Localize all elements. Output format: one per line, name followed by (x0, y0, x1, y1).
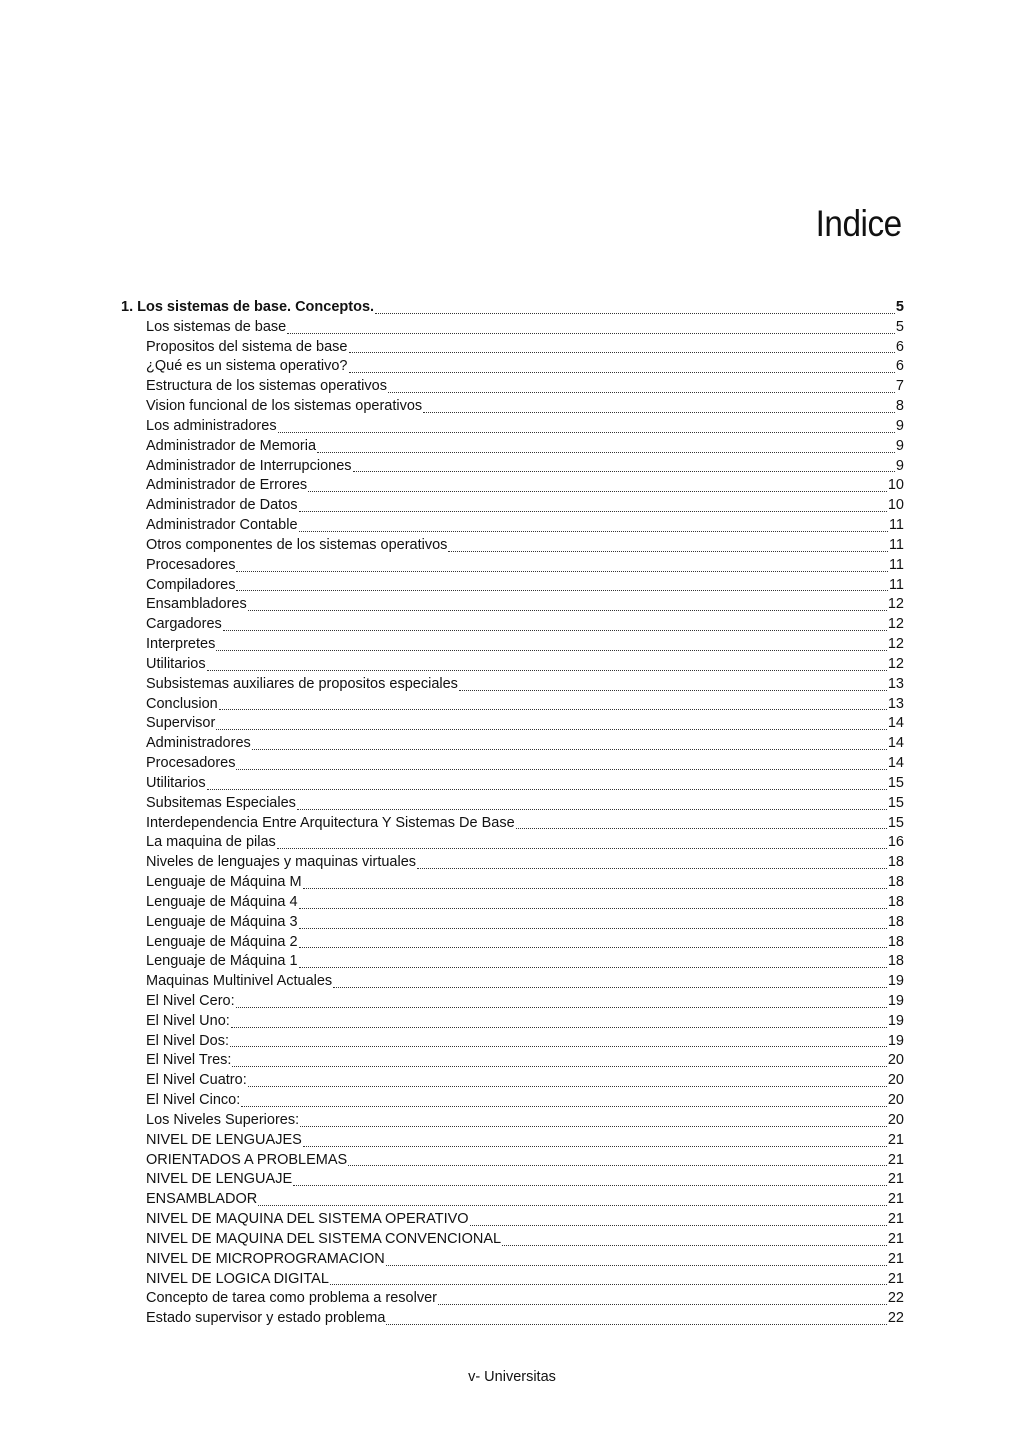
toc-entry-title: NIVEL DE LOGICA DIGITAL (146, 1270, 329, 1287)
toc-entry-page-number: 21 (887, 1131, 904, 1148)
toc-entry[interactable] (121, 774, 904, 794)
toc-entry-title: El Nivel Tres: (146, 1052, 232, 1069)
toc-dot-leader (236, 590, 887, 591)
toc-entry-title: NIVEL DE MAQUINA DEL SISTEMA OPERATIVO (146, 1211, 469, 1228)
toc-entry-title: Lenguaje de Máquina 2 (146, 933, 298, 950)
toc-dot-leader (287, 333, 895, 334)
page-footer: v- Universitas (468, 1369, 556, 1385)
toc-entry-title: Los administradores (146, 417, 277, 434)
toc-entry[interactable] (121, 1131, 904, 1151)
toc-entry[interactable] (121, 972, 904, 992)
toc-entry[interactable] (121, 556, 904, 576)
toc-entry[interactable] (121, 1230, 904, 1250)
toc-entry[interactable] (121, 516, 904, 536)
toc-entry[interactable] (121, 655, 904, 675)
toc-entry[interactable] (121, 338, 904, 358)
toc-entry-title: Lenguaje de Máquina 3 (146, 913, 298, 930)
toc-entry[interactable] (121, 1051, 904, 1071)
toc-entry-title: Administrador Contable (146, 517, 298, 534)
toc-dot-leader (349, 372, 895, 373)
toc-entry-title: Utilitarios (146, 774, 206, 791)
toc-entry-title: Los Niveles Superiores: (146, 1111, 300, 1128)
toc-entry[interactable] (121, 437, 904, 457)
toc-entry-title: Administradores (146, 735, 251, 752)
toc-entry-page-number: 12 (887, 655, 904, 672)
toc-entry-page-number: 14 (887, 715, 904, 732)
toc-entry-page-number: 12 (887, 616, 904, 633)
toc-entry-page-number: 13 (887, 695, 904, 712)
toc-entry[interactable] (121, 814, 904, 834)
toc-entry-page-number: 20 (887, 1072, 904, 1089)
toc-entry-page-number: 6 (895, 358, 904, 375)
toc-entry-title: Interdependencia Entre Arquitectura Y Sistemas De Base (146, 814, 515, 831)
toc-dot-leader (207, 670, 887, 671)
toc-entry-page-number: 18 (887, 913, 904, 930)
toc-entry[interactable] (121, 377, 904, 397)
toc-entry[interactable] (121, 1012, 904, 1032)
toc-entry-title: ¿Qué es un sistema operativo? (146, 358, 348, 375)
toc-dot-leader (216, 650, 887, 651)
toc-entry-page-number: 22 (887, 1290, 904, 1307)
toc-entry-page-number: 11 (888, 536, 904, 553)
toc-entry-page-number: 5 (895, 299, 904, 315)
toc-entry-title: La maquina de pilas (146, 834, 276, 851)
toc-entry-page-number: 10 (887, 477, 904, 494)
toc-dot-leader (386, 1265, 887, 1266)
toc-entry-page-number: 12 (887, 636, 904, 653)
toc-entry-title: Ensambladores (146, 596, 247, 613)
toc-entry-page-number: 8 (895, 398, 904, 415)
toc-dot-leader (386, 1324, 886, 1325)
toc-dot-leader (299, 928, 887, 929)
toc-entry[interactable] (121, 992, 904, 1012)
toc-entry[interactable] (121, 615, 904, 635)
toc-entry-page-number: 21 (887, 1211, 904, 1228)
toc-entry[interactable] (121, 873, 904, 893)
toc-entry-page-number: 20 (887, 1052, 904, 1069)
toc-entry-title: Administrador de Errores (146, 477, 308, 494)
toc-entry-title: Procesadores (146, 755, 236, 772)
toc-dot-leader (438, 1304, 887, 1305)
page-title: Indice (815, 203, 902, 244)
toc-dot-leader (236, 571, 887, 572)
toc-dot-leader (448, 551, 888, 552)
toc-entry[interactable] (121, 1270, 904, 1290)
toc-dot-leader (236, 769, 886, 770)
toc-entry[interactable] (121, 1071, 904, 1091)
toc-entry-title: NIVEL DE MAQUINA DEL SISTEMA CONVENCIONAL (146, 1230, 502, 1247)
toc-entry[interactable] (121, 397, 904, 417)
toc-entry[interactable] (121, 794, 904, 814)
toc-dot-leader (230, 1046, 887, 1047)
toc-dot-leader (277, 848, 887, 849)
toc-dot-leader (248, 1086, 887, 1087)
toc-entry[interactable] (121, 476, 904, 496)
toc-dot-leader (502, 1245, 887, 1246)
toc-entry-title: Administrador de Memoria (146, 437, 317, 454)
toc-entry[interactable] (121, 298, 904, 318)
toc-entry-page-number: 21 (887, 1270, 904, 1287)
toc-entry-title: Supervisor (146, 715, 216, 732)
toc-dot-leader (353, 471, 895, 472)
toc-dot-leader (333, 987, 887, 988)
toc-entry-title: Compiladores (146, 576, 236, 593)
toc-entry-title: El Nivel Cuatro: (146, 1072, 247, 1089)
toc-entry-page-number: 11 (888, 517, 904, 534)
toc-entry-page-number: 18 (887, 933, 904, 950)
toc-dot-leader (300, 1126, 887, 1127)
toc-entry-title: El Nivel Cero: (146, 992, 235, 1009)
toc-entry-title: Administrador de Datos (146, 497, 298, 514)
toc-dot-leader (299, 947, 887, 948)
table-of-contents (121, 298, 904, 1329)
toc-entry[interactable] (121, 457, 904, 477)
toc-entry-title: Cargadores (146, 616, 222, 633)
toc-entry-page-number: 9 (895, 417, 904, 434)
toc-entry-page-number: 9 (895, 437, 904, 454)
toc-entry[interactable] (121, 893, 904, 913)
toc-dot-leader (299, 908, 887, 909)
toc-entry-title: Maquinas Multinivel Actuales (146, 973, 333, 990)
toc-entry-page-number: 14 (887, 735, 904, 752)
toc-entry-page-number: 14 (887, 755, 904, 772)
toc-entry-title: Concepto de tarea como problema a resolver (146, 1290, 437, 1307)
toc-entry[interactable] (121, 952, 904, 972)
toc-entry-page-number: 18 (887, 874, 904, 891)
toc-entry-title: Interpretes (146, 636, 216, 653)
toc-dot-leader (293, 1185, 887, 1186)
toc-dot-leader (417, 868, 887, 869)
toc-entry-title: Los sistemas de base (146, 318, 287, 335)
toc-entry-page-number: 16 (887, 834, 904, 851)
toc-entry[interactable] (121, 734, 904, 754)
toc-entry-title: Lenguaje de Máquina 4 (146, 893, 298, 910)
toc-dot-leader (375, 313, 895, 314)
toc-dot-leader (248, 610, 887, 611)
toc-entry-title: NIVEL DE MICROPROGRAMACION (146, 1250, 385, 1267)
toc-dot-leader (330, 1284, 887, 1285)
toc-entry-page-number: 21 (887, 1191, 904, 1208)
toc-entry-title: Administrador de Interrupciones (146, 457, 352, 474)
toc-dot-leader (423, 412, 895, 413)
toc-entry[interactable] (121, 1170, 904, 1190)
toc-entry-page-number: 20 (887, 1092, 904, 1109)
toc-entry-title: Subsitemas Especiales (146, 794, 296, 811)
toc-entry-title: El Nivel Uno: (146, 1012, 230, 1029)
toc-entry-page-number: 7 (895, 378, 904, 395)
toc-dot-leader (299, 531, 888, 532)
toc-dot-leader (252, 749, 887, 750)
toc-entry[interactable] (121, 357, 904, 377)
toc-entry[interactable] (121, 933, 904, 953)
toc-entry[interactable] (121, 754, 904, 774)
toc-entry-page-number: 15 (887, 794, 904, 811)
toc-entry-title: NIVEL DE LENGUAJE (146, 1171, 293, 1188)
toc-entry[interactable] (121, 318, 904, 338)
toc-entry-page-number: 15 (887, 774, 904, 791)
toc-dot-leader (299, 967, 887, 968)
toc-dot-leader (348, 1165, 887, 1166)
toc-entry-page-number: 19 (887, 1032, 904, 1049)
toc-entry-page-number: 11 (888, 576, 904, 593)
toc-entry[interactable] (121, 536, 904, 556)
toc-entry-page-number: 18 (887, 854, 904, 871)
toc-entry[interactable] (121, 1309, 904, 1329)
toc-entry-page-number: 20 (887, 1111, 904, 1128)
toc-entry-page-number: 21 (887, 1250, 904, 1267)
toc-entry-title: ENSAMBLADOR (146, 1191, 258, 1208)
toc-entry[interactable] (121, 635, 904, 655)
toc-dot-leader (216, 729, 887, 730)
toc-entry[interactable] (121, 1190, 904, 1210)
toc-entry-title: El Nivel Cinco: (146, 1092, 241, 1109)
toc-entry-page-number: 11 (888, 556, 904, 573)
toc-dot-leader (231, 1027, 887, 1028)
toc-entry[interactable] (121, 1151, 904, 1171)
toc-dot-leader (349, 352, 895, 353)
toc-entry-page-number: 5 (895, 318, 904, 335)
toc-dot-leader (241, 1106, 887, 1107)
toc-entry-title: NIVEL DE LENGUAJES (146, 1131, 302, 1148)
toc-dot-leader (299, 511, 887, 512)
toc-dot-leader (470, 1225, 887, 1226)
toc-entry-title: Vision funcional de los sistemas operativos (146, 398, 423, 415)
toc-entry-title: 1. Los sistemas de base. Conceptos. (121, 299, 375, 315)
toc-dot-leader (207, 789, 887, 790)
toc-entry-page-number: 13 (887, 675, 904, 692)
toc-entry[interactable] (121, 1091, 904, 1111)
toc-entry-page-number: 22 (887, 1310, 904, 1327)
toc-dot-leader (303, 1146, 887, 1147)
toc-entry-page-number: 21 (887, 1171, 904, 1188)
toc-entry[interactable] (121, 833, 904, 853)
toc-entry-page-number: 21 (887, 1230, 904, 1247)
toc-entry-page-number: 19 (887, 973, 904, 990)
toc-dot-leader (219, 709, 887, 710)
toc-entry-title: El Nivel Dos: (146, 1032, 229, 1049)
toc-entry[interactable] (121, 1111, 904, 1131)
toc-dot-leader (223, 630, 887, 631)
toc-entry[interactable] (121, 1289, 904, 1309)
toc-entry-page-number: 21 (887, 1151, 904, 1168)
toc-dot-leader (232, 1066, 886, 1067)
toc-entry-title: Propositos del sistema de base (146, 338, 348, 355)
toc-entry-page-number: 10 (887, 497, 904, 514)
toc-dot-leader (388, 392, 895, 393)
toc-entry[interactable] (121, 576, 904, 596)
toc-entry-title: Lenguaje de Máquina M (146, 874, 302, 891)
toc-entry[interactable] (121, 675, 904, 695)
toc-entry-page-number: 12 (887, 596, 904, 613)
toc-dot-leader (459, 690, 887, 691)
toc-entry[interactable] (121, 913, 904, 933)
toc-entry-page-number: 9 (895, 457, 904, 474)
toc-entry[interactable] (121, 695, 904, 715)
toc-dot-leader (297, 809, 887, 810)
toc-entry-title: Utilitarios (146, 655, 206, 672)
toc-entry[interactable] (121, 853, 904, 873)
toc-entry-page-number: 6 (895, 338, 904, 355)
toc-entry-title: Estado supervisor y estado problema (146, 1310, 386, 1327)
toc-dot-leader (258, 1205, 887, 1206)
toc-entry[interactable] (121, 496, 904, 516)
toc-entry[interactable] (121, 1250, 904, 1270)
toc-dot-leader (236, 1007, 887, 1008)
toc-entry-title: Lenguaje de Máquina 1 (146, 953, 298, 970)
toc-entry-title: Otros componentes de los sistemas operativos (146, 536, 448, 553)
toc-entry-page-number: 19 (887, 1012, 904, 1029)
toc-dot-leader (303, 888, 887, 889)
toc-entry[interactable] (121, 417, 904, 437)
toc-entry[interactable] (121, 1032, 904, 1052)
toc-entry-page-number: 18 (887, 893, 904, 910)
toc-dot-leader (317, 452, 895, 453)
toc-entry-title: Estructura de los sistemas operativos (146, 378, 387, 395)
toc-entry-title: Niveles de lenguajes y maquinas virtuales (146, 854, 417, 871)
toc-entry[interactable] (121, 714, 904, 734)
toc-entry-page-number: 18 (887, 953, 904, 970)
toc-entry-page-number: 15 (887, 814, 904, 831)
toc-entry-title: Subsistemas auxiliares de propositos especiales (146, 675, 458, 692)
toc-dot-leader (308, 491, 887, 492)
toc-entry-title: Conclusion (146, 695, 218, 712)
toc-entry[interactable] (121, 1210, 904, 1230)
toc-entry[interactable] (121, 595, 904, 615)
toc-dot-leader (516, 828, 887, 829)
toc-entry-title: ORIENTADOS A PROBLEMAS (146, 1151, 348, 1168)
toc-entry-title: Procesadores (146, 556, 236, 573)
toc-entry-page-number: 19 (887, 992, 904, 1009)
toc-dot-leader (278, 432, 895, 433)
